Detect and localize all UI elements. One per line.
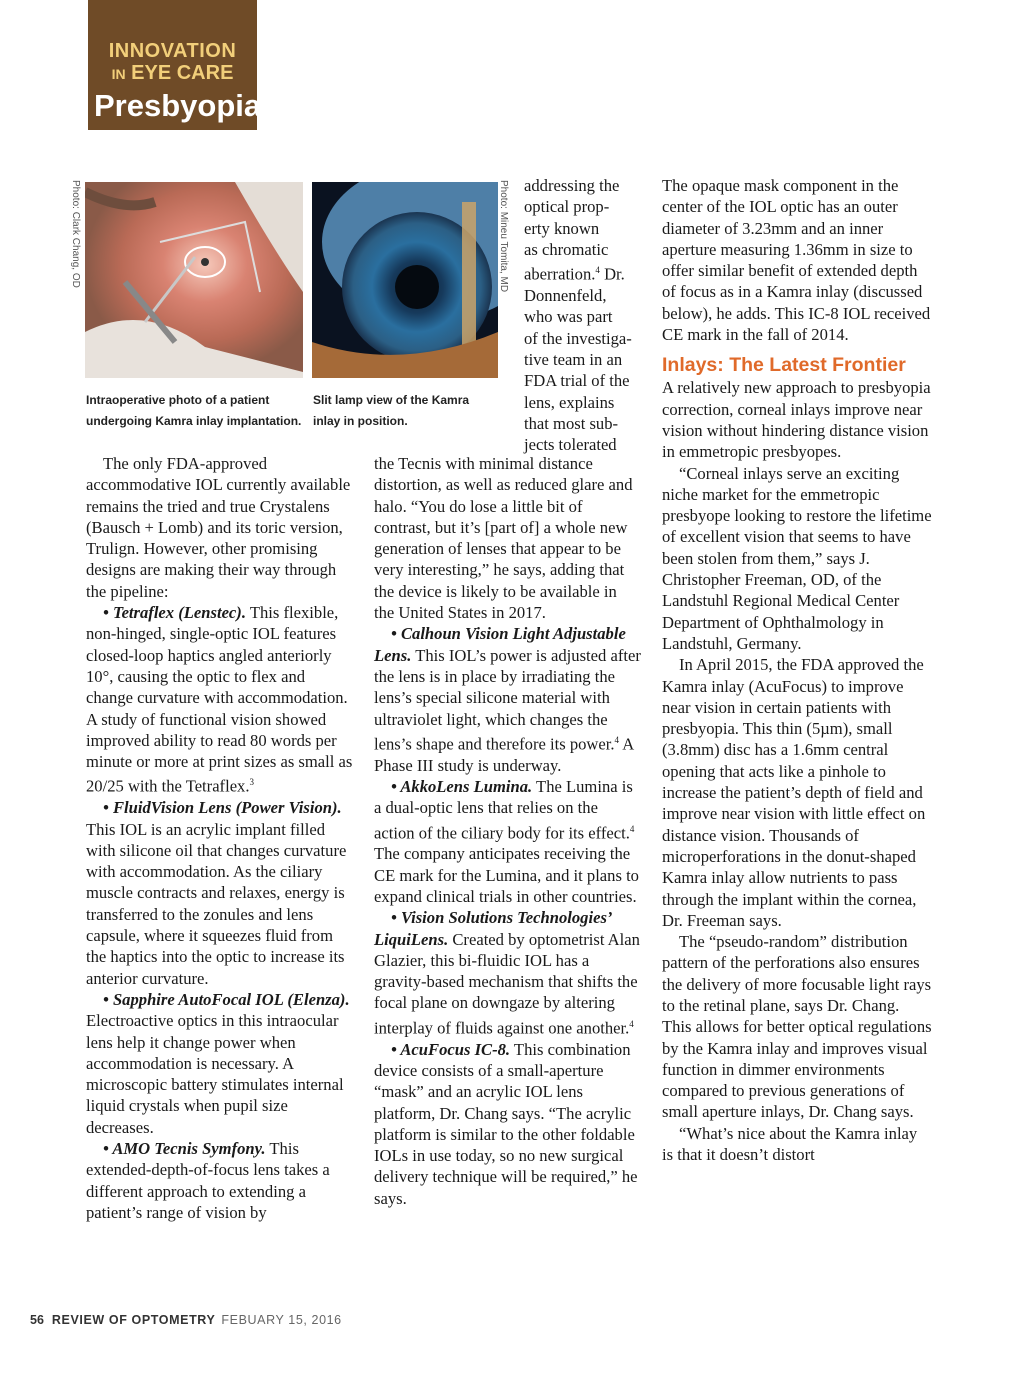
col2-top-line: tive team in an <box>524 349 623 369</box>
issue-date: FEBUARY 15, 2016 <box>221 1313 342 1327</box>
caption-right <box>313 390 469 432</box>
col2-top-line: of the investiga- <box>524 328 632 348</box>
caption-right-line2: inlay in position. <box>313 414 408 428</box>
photo-credit-right: Photo: Mineu Tomita, MD <box>498 180 509 293</box>
photo-credit-left: Photo: Clark Chang, OD <box>70 180 81 288</box>
col2-bullet-akkolens <box>374 776 641 907</box>
col1-bullet-symfony <box>86 1138 354 1223</box>
banner-innovation: INNOVATION <box>108 40 237 62</box>
col2-top-line: optical prop- <box>524 197 610 217</box>
col2-top-line-dr: Dr. <box>599 264 625 284</box>
slit-lamp-photo <box>312 182 498 378</box>
banner-in: IN <box>111 66 126 82</box>
col2-bullet-liquilens <box>374 907 641 1038</box>
bullet-title: • Vision Solutions Technologies’ LiquiLens. <box>374 908 612 949</box>
surgery-photo-illustration <box>85 182 303 378</box>
column-1 <box>86 453 354 1223</box>
col1-bullet-fluidvision <box>86 797 354 989</box>
bullet-text: This IOL is an acrylic implant filled with silicone oil that changes curvature with accommodation. As the ciliary muscle contracts and relaxes, energy is transferred to the zonules and lens capsule, where it squeezes fluid from the haptics into the optic to increase its anterior curvature. <box>86 819 347 988</box>
col2-top-line-aberration <box>524 260 649 285</box>
col2-top-line: that most sub- <box>524 413 619 433</box>
surgery-photo <box>85 182 303 378</box>
bullet-title: • Tetraflex (Lenstec). <box>103 603 246 623</box>
slit-lamp-illustration <box>312 182 498 378</box>
col3-para-5: The “pseudo-random” distribution pattern of the perforations also ensures the delivery of more focusable light rays to the retinal plane, says Dr. Chang. This allows for better optical regulations by the Kamra inlay and improves visual function in dimmer environments compared to previous generations of small aperture inlays, Dr. Chang says. <box>662 932 932 1122</box>
col1-bullet-sapphire <box>86 989 354 1138</box>
col2-bullet-calhoun <box>374 623 641 776</box>
bullet-title: • AkkoLens Lumina. <box>391 776 533 796</box>
col3-para-3: “Corneal inlays serve an exciting niche market for the emmetropic presbyope looking to restore the lifetime of excellent vision that seems to have been stolen from them,” says J. Christopher Freeman, OD, of the Landstuhl Regional Medical Center Department of Ophthalmology in Landstuhl, Germany. <box>662 463 932 653</box>
col1-para-1: The only FDA-approved accommodative IOL currently available remains the tried and true Crystalens (Bausch + Lomb) and its toric version, Trulign. However, other promising designs are making their way through the pipeline: <box>86 454 351 601</box>
col2-top-line: addressing the <box>524 176 620 195</box>
bullet-title: • FluidVision Lens (Power Vision). <box>103 798 342 818</box>
col1-bullet-tetraflex <box>86 602 354 797</box>
column-3 <box>662 175 932 1165</box>
section-heading-inlays: Inlays: The Latest Frontier <box>662 354 906 377</box>
caption-right-line1: Slit lamp view of the Kamra <box>313 393 470 407</box>
banner-topic: Presbyopia <box>94 88 262 123</box>
footnote-ref: 4 <box>629 823 635 834</box>
column-2 <box>374 453 641 1209</box>
bullet-text: This combination device consists of a small-aperture “mask” and an acrylic IOL lens platform, Dr. Chang says. “The acrylic platform is similar to the other foldable IOLs in use today, so no new surgical delivery technique will be required,” he says. <box>374 1039 638 1208</box>
footnote-ref: 3 <box>249 777 255 788</box>
col2-top-line: who was part <box>524 307 613 327</box>
bullet-text: Electroactive optics in this intraocular lens help it change power when accommodation is necessary. A microscopic battery stimulates internal liquid crystals when pupil size decreases. <box>86 1011 344 1137</box>
col2-top-line: FDA trial of the <box>524 371 630 391</box>
bullet-text: The Lumina is a dual-optic lens that relies on the action of the ciliary body for its effect. <box>374 776 633 843</box>
col2-top-line-text: aberration. <box>524 264 596 284</box>
bullet-title: • AcuFocus IC-8. <box>391 1039 511 1059</box>
bullet-text: Created by optometrist Alan Glazier, this bi-fluidic IOL has a gravity-based mechanism that shifts the focal plane on downgaze by altering interplay of fluids against one another. <box>374 929 640 1038</box>
banner-eye-care <box>88 62 257 85</box>
col2-bullet-acufocus <box>374 1039 641 1209</box>
bullet-title: • Sapphire AutoFocal IOL (Elenza). <box>103 989 350 1009</box>
banner-eye-care-text: EYE CARE <box>131 62 234 84</box>
column-2-top <box>524 175 649 455</box>
bullet-text-after: A Phase III study is underway. <box>374 734 634 775</box>
col2-top-line: as chromatic <box>524 239 609 259</box>
col3-para-1: The opaque mask component in the center of the IOL optic has an outer diameter of 3.23mm and an inner aperture measuring 1.36mm in size to offer similar benefit of extended depth of focus as in a Kamra inlay (discussed below), he adds. This IC-8 IOL received CE mark in the fall of 2014. <box>662 176 931 345</box>
col3-para-6: “What’s nice about the Kamra inlay is that it doesn’t distort <box>662 1123 918 1165</box>
bullet-text: This IOL’s power is adjusted after the lens is in place by irradiating the lens’s special silicone material with ultraviolet light, which changes the lens’s shape and therefore its power. <box>374 645 641 754</box>
caption-left-line2: undergoing Kamra inlay implantation. <box>86 414 302 428</box>
section-banner <box>88 0 262 130</box>
bullet-text: This flexible, non-hinged, single-optic IOL features closed-loop haptics angled anteriorly 10°, causing the optic to flex and change curvature with accommodation. A study of functional vision showed improved ability to read 80 words per minute or more at print sizes as small as 20/25 with the Tetraflex. <box>86 603 353 796</box>
col2-top-line: erty known <box>524 218 600 238</box>
bullet-text: This extended-depth-of-focus lens takes a different approach to extending a patient’s range of vision by <box>86 1139 330 1222</box>
footnote-ref: 4 <box>629 1018 634 1029</box>
caption-left <box>86 390 301 432</box>
bullet-title: • AMO Tecnis Symfony. <box>103 1139 266 1159</box>
col2-top-line: Donnenfeld, <box>524 286 607 306</box>
bullet-text-after: The company anticipates receiving the CE mark for the Lumina, and it plans to expand clinical trials in other countries. <box>374 844 639 906</box>
footnote-ref: 4 <box>614 734 620 745</box>
footnote-ref: 4 <box>595 265 600 276</box>
col3-para-2: A relatively new approach to presbyopia correction, corneal inlays improve near vision without hindering distance vision in emmetropic presbyopes. <box>662 378 931 462</box>
page-number: 56 <box>30 1313 44 1327</box>
col2-top-line: lens, explains <box>524 392 615 412</box>
col3-para-4: In April 2015, the FDA approved the Kamra inlay (AcuFocus) to improve near vision in certain patients with presbyopia. This thin (5µm), small (3.8mm) disc has a 1.6mm central opening that acts like a pinhole to increase the patient’s depth of field and improve near vision with little effect on distance vision. Thousands of microperforations in the donut-shaped Kamra inlay allow nutrients to pass through the implant within the cornea, Dr. Freeman says. <box>662 655 926 930</box>
page-footer <box>30 1313 342 1327</box>
magazine-name: REVIEW OF OPTOMETRY <box>51 1313 216 1327</box>
caption-left-line1: Intraoperative photo of a patient <box>86 393 270 407</box>
col2-para-1: the Tecnis with minimal distance distortion, as well as reduced glare and halo. “You do lose a little bit of contrast, but it’s [part of] a whole new generation of lenses that appear to be very interesting,” he says, adding that the device is likely to be available in the United States in 2017. <box>374 454 633 623</box>
bullet-title: • Calhoun Vision Light Adjustable Lens. <box>374 624 626 665</box>
col2-top-line: jects tolerated <box>524 435 617 455</box>
